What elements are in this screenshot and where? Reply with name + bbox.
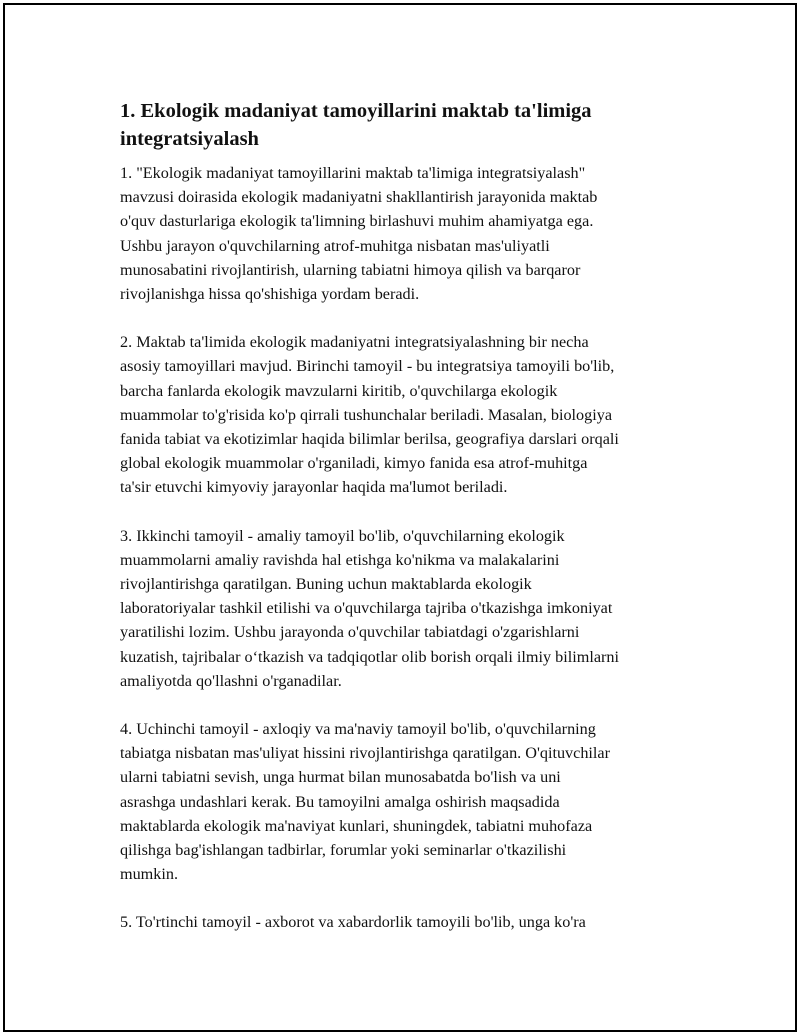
document-page [3,3,797,1032]
document-title: 1. Ekologik madaniyat tamoyillarini maktab ta'limiga integratsiyalash [120,100,592,150]
paragraph-3: 3. Ikkinchi tamoyil - amaliy tamoyil bo'lib, o'quvchilarning ekologik muammolarni amaliy ravishda hal etishga ko'nikma va malakalarini rivojlantirishga qaratilgan. Buning uchun maktablarda ekologik laboratoriyalar tashkil etilishi va o'quvchilarga tajriba o'tkazishga imkoniyat yaratilishi lozim. Ushbu jarayonda o'quvchilar tabiatdagi o'zgarishlarni kuzatish, tajribalar o‘tkazish va tadqiqotlar olib borish orqali ilmiy bilimlarni amaliyotda qo'llashni o'rganadilar. [120,526,619,690]
document-body [120,97,705,959]
paragraph-5: 5. To'rtinchi tamoyil - axborot va xabardorlik tamoyili bo'lib, unga ko'ra [120,913,586,932]
paragraph-4: 4. Uchinchi tamoyil - axloqiy va ma'naviy tamoyil bo'lib, o'quvchilarning tabiatga nisbatan mas'uliyat hissini rivojlantirishga qaratilgan. O'qituvchilar ularni tabiatni sevish, unga hurmat bilan munosabatda bo'lish va uni asrashga undashlari kerak. Bu tamoyilni amalga oshirish maqsadida maktablarda ekologik ma'naviyat kunlari, shuningdek, tabiatni muhofaza qilishga bag'ishlangan tadbirlar, forumlar yoki seminarlar o'tkazilishi mumkin. [120,720,610,884]
paragraph-2: 2. Maktab ta'limida ekologik madaniyatni integratsiyalashning bir necha asosiy tamoyillari mavjud. Birinchi tamoyil - bu integratsiya tamoyili bo'lib, barcha fanlarda ekologik mavzularni kiritib, o'quvchilarga ekologik muammolar to'g'risida ko'p qirrali tushunchalar beriladi. Masalan, biologiya fanida tabiat va ekotizimlar haqida bilimlar berilsa, geografiya darslari orqali global ekologik muammolar o'rganiladi, kimyo fanida esa atrof-muhitga ta'sir etuvchi kimyoviy jarayonlar haqida ma'lumot beriladi. [120,333,619,497]
paragraph-1: 1. "Ekologik madaniyat tamoyillarini maktab ta'limiga integratsiyalash" mavzusi doirasida ekologik madaniyatni shakllantirish jarayonida maktab o'quv dasturlariga ekologik ta'limning birlashuvi muhim ahamiyatga ega. Ushbu jarayon o'quvchilarning atrof-muhitga nisbatan mas'uliyatli munosabatini rivojlantirish, ularning tabiatni himoya qilish va barqaror rivojlanishga hissa qo'shishiga yordam beradi. [120,164,598,304]
